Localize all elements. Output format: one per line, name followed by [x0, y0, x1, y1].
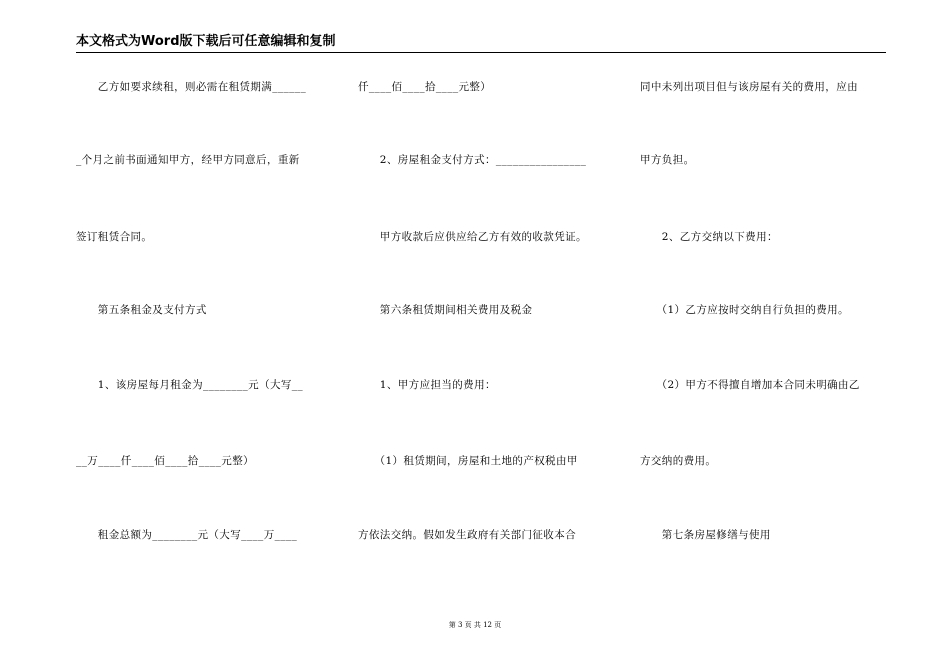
text-line: （1）租赁期间，房屋和土地的产权税由甲 [358, 455, 578, 467]
text-line: 1、该房屋每月租金为________元（大写__ [76, 379, 304, 391]
text-line: 甲方收款后应供应给乙方有效的收款凭证。 [358, 231, 587, 243]
text-line: 租金总额为________元（大写____万____ [76, 529, 298, 541]
section-heading: 第五条租金及支付方式 [76, 304, 207, 316]
text-line: __万____仟____佰____拾____元整） [76, 455, 254, 467]
text-line: 仟____佰____拾____元整） [358, 81, 492, 93]
text-line: 方交纳的费用。 [640, 455, 717, 467]
section-heading: 第七条房屋修缮与使用 [640, 529, 771, 541]
section-heading: 第六条租赁期间相关费用及税金 [358, 304, 533, 316]
header-title: 本文格式为Word版下载后可任意编辑和复制 [76, 34, 336, 49]
text-line: 1、甲方应担当的费用： [358, 379, 496, 391]
text-line: 2、房屋租金支付方式：________________ [358, 154, 587, 166]
text-line: 2、乙方交纳以下费用： [640, 231, 778, 243]
text-line: （1）乙方应按时交纳自行负担的费用。 [640, 304, 849, 316]
text-line: 乙方如要求续租，则必需在租赁期满______ [76, 81, 307, 93]
text-line: 方依法交纳。假如发生政府有关部门征收本合 [358, 529, 576, 541]
text-column-3 [640, 0, 890, 672]
text-line: （2）甲方不得擅自增加本合同未明确由乙 [640, 379, 860, 391]
text-line: 签订租赁合同。 [76, 231, 153, 243]
page-number: 第 3 页 共 12 页 [448, 621, 502, 629]
text-line: _个月之前书面通知甲方，经甲方同意后，重新 [76, 154, 300, 166]
text-line: 甲方负担。 [640, 154, 695, 166]
text-column-1 [76, 0, 326, 672]
text-column-2 [358, 0, 610, 672]
text-line: 同中未列出项目但与该房屋有关的费用，应由 [640, 81, 858, 93]
